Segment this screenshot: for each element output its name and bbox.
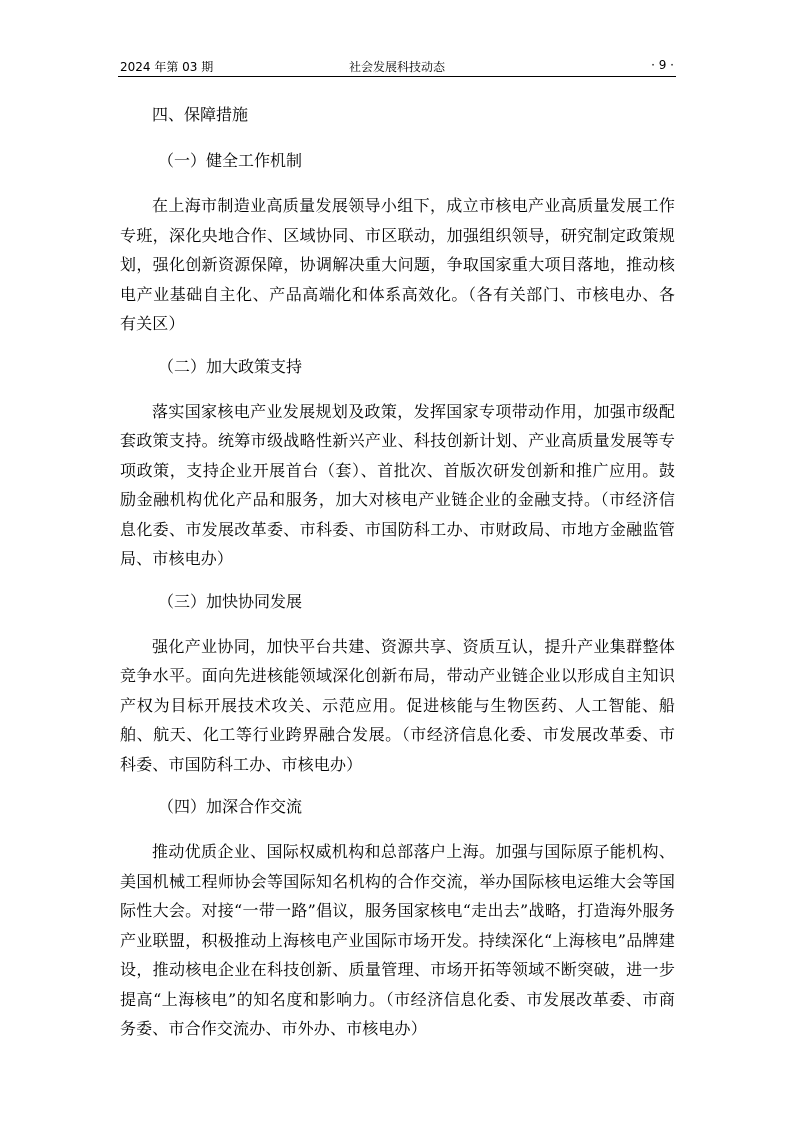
issue-label: 2024 年第 03 期	[120, 60, 214, 74]
subsection-heading-3: （三）加快协同发展	[158, 591, 303, 611]
paragraph-3: 强化产业协同，加快平台共建、资源共享、资质互认，提升产业集群整体竞争水平。面向先进核能领域深化创新布局，带动产业链企业以形成自主知识产权为目标开展技术攻关、示范应用。促进核能与生物医药、人工智能、船舶、航天、化工等行业跨界融合发展。（市经济信息化委、市发展改革委、市科委、市国防科工办、市核电办）	[120, 636, 675, 774]
subsection-heading-4: （四）加深合作交流	[158, 797, 303, 816]
section-heading: 四、保障措施	[152, 105, 249, 124]
page-number: · 9 ·	[651, 58, 674, 72]
publication-title: 社会发展科技动态	[348, 60, 445, 74]
running-header	[118, 56, 676, 77]
subsection-heading-1: （一）健全工作机制	[158, 151, 303, 170]
paragraph-1: 在上海市制造业高质量发展领导小组下，成立市核电产业高质量发展工作专班，深化央地合作、区域协同、市区联动，加强组织领导，研究制定政策规划，强化创新资源保障，协调解决重大问题，争取国家重大项目落地，推动核电产业基础自主化、产品高端化和体系高效化。（各有关部门、市核电办、各有关区）	[120, 196, 675, 333]
subsection-heading-2: （二）加大政策支持	[158, 356, 303, 376]
paragraph-4: 推动优质企业、国际权威机构和总部落户上海。加强与国际原子能机构、美国机械工程师协会等国际知名机构的合作交流，举办国际核电运维大会等国际性大会。对接“一带一路”倡议，服务国家核电“走出去”战略，打造海外服务产业联盟，积极推动上海核电产业国际市场开发。持续深化“上海核电”品牌建设，推动核电企业在科技创新、质量管理、市场开拓等领域不断突破，进一步提高“上海核电”的知名度和影响力。（市经济信息化委、市发展改革委、市商务委、市合作交流办、市外办、市核电办）	[120, 842, 675, 1038]
body-content	[120, 99, 675, 1044]
paragraph-2: 落实国家核电产业发展规划及政策，发挥国家专项带动作用，加强市级配套政策支持。统筹市级战略性新兴产业、科技创新计划、产业高质量发展等专项政策，支持企业开展首台（套）、首批次、首版次研发创新和推广应用。鼓励金融机构优化产品和服务，加大对核电产业链企业的金融支持。（市经济信息化委、市发展改革委、市科委、市国防科工办、市财政局、市地方金融监管局、市核电办）	[120, 401, 675, 568]
